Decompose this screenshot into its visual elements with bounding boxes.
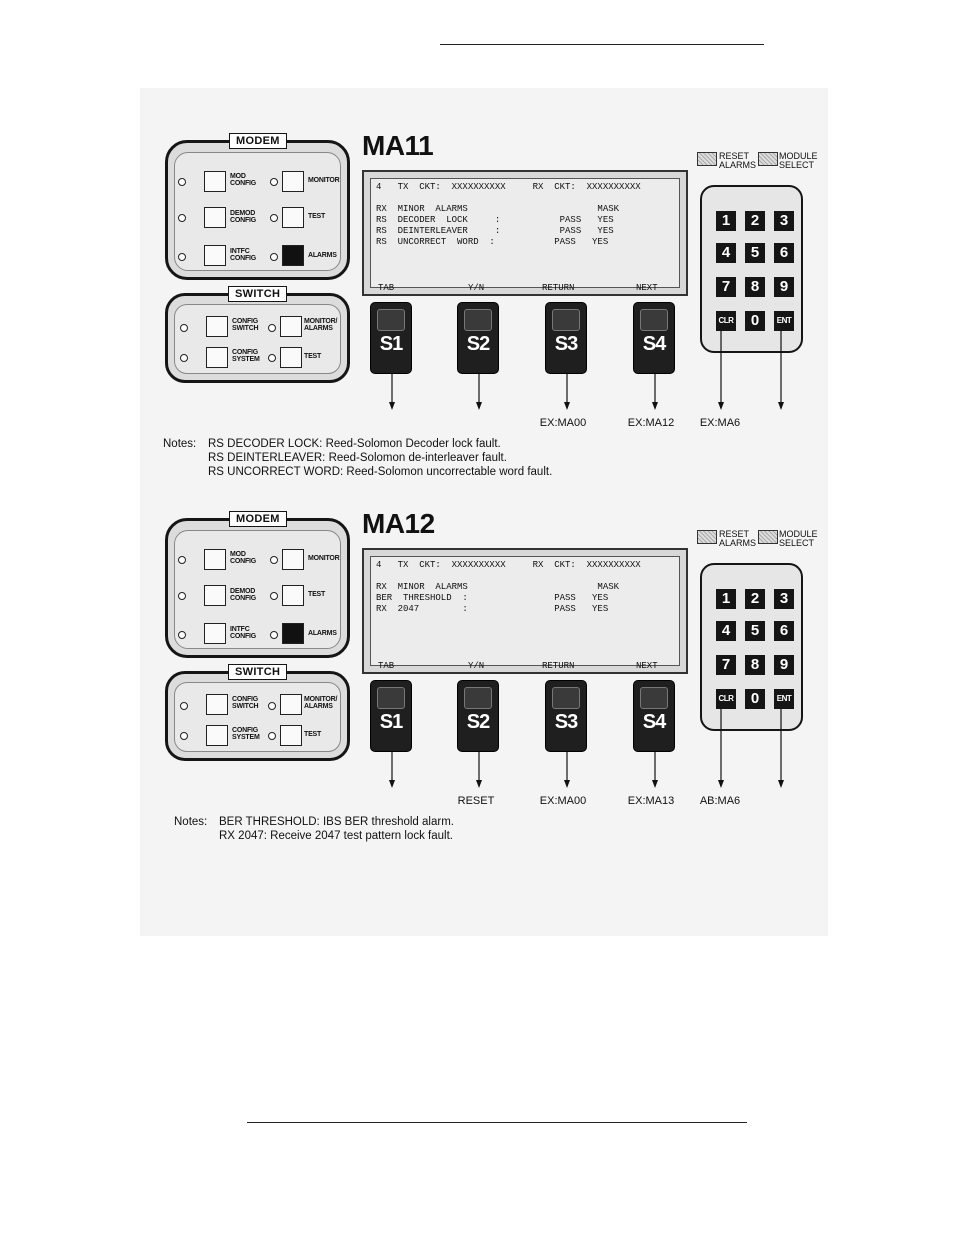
arrow-label: RESET: [457, 795, 495, 807]
arrow-head: [778, 780, 784, 788]
diagram-ma12: [0, 508, 954, 888]
arrow-head: [476, 780, 482, 788]
modem-button-label: MOD CONFIG: [230, 551, 257, 565]
arrow-head: [476, 402, 482, 410]
arrow-head: [778, 402, 784, 410]
keypad-key[interactable]: 4: [716, 621, 736, 641]
keypad-key[interactable]: CLR: [716, 311, 736, 331]
note-line: RS DECODER LOCK: Reed-Solomon Decoder lock fault.: [208, 438, 501, 450]
modem-button-label: MOD CONFIG: [230, 173, 257, 187]
keypad-key[interactable]: 2: [745, 211, 765, 231]
modem-button-label: DEMOD CONFIG: [230, 210, 257, 224]
softkey-label: RETURN: [542, 661, 575, 671]
softkey-name: S2: [466, 333, 490, 355]
modem-button-label: TEST: [308, 591, 326, 598]
modem-button-label: TEST: [308, 213, 326, 220]
softkey-label: Y/N: [468, 283, 485, 293]
arrow-label: EX:MA00: [539, 795, 587, 807]
footer-rule: [247, 1122, 747, 1123]
keypad-key[interactable]: 7: [716, 655, 736, 675]
note-line: RS DEINTERLEAVER: Reed-Solomon de-interleaver fault.: [208, 452, 507, 464]
softkey-label: NEXT: [636, 283, 658, 293]
softkey-name: S2: [466, 711, 490, 733]
notes-block: [174, 815, 794, 875]
modem-button-label: DEMOD CONFIG: [230, 588, 257, 602]
diagram-ma11: [0, 130, 954, 510]
notes-block: [163, 437, 783, 497]
arrow-label: EX:MA13: [627, 795, 675, 807]
arrow-head: [564, 402, 570, 410]
notes-heading: Notes:: [163, 438, 197, 450]
modem-button-label: MONITOR: [308, 555, 340, 562]
switch-button-label: CONFIG SWITCH: [232, 696, 259, 710]
notes-heading: Notes:: [174, 816, 208, 828]
arrow-head: [564, 780, 570, 788]
softkey-label: NEXT: [636, 661, 658, 671]
switch-button-label: CONFIG SWITCH: [232, 318, 259, 332]
note-line: RX 2047: Receive 2047 test pattern lock fault.: [219, 830, 453, 842]
keypad-key[interactable]: ENT: [774, 689, 794, 709]
keypad-key[interactable]: 8: [745, 277, 765, 297]
keypad-key[interactable]: CLR: [716, 689, 736, 709]
keypad-key[interactable]: 6: [774, 243, 794, 263]
softkey-name: S3: [554, 711, 578, 733]
modem-button-label: ALARMS: [308, 252, 337, 259]
keypad-key[interactable]: 7: [716, 277, 736, 297]
keypad-key[interactable]: 0: [745, 311, 765, 331]
modem-button-label: INTFC CONFIG: [230, 626, 257, 640]
modem-button-label: MONITOR: [308, 177, 340, 184]
switch-panel-title: SWITCH: [228, 664, 287, 680]
module-select-label: MODULE SELECT: [779, 151, 818, 170]
keypad-key[interactable]: 8: [745, 655, 765, 675]
keypad-key[interactable]: 3: [774, 589, 794, 609]
reset-alarms-label: RESET ALARMS: [719, 151, 757, 170]
softkey-name: S3: [554, 333, 578, 355]
keypad-key[interactable]: 9: [774, 277, 794, 297]
screen-title: MA11: [362, 130, 434, 161]
modem-button-label: ALARMS: [308, 630, 337, 637]
module-select-label: MODULE SELECT: [779, 529, 818, 548]
softkey-label: TAB: [378, 661, 395, 671]
note-line: BER THRESHOLD: IBS BER threshold alarm.: [219, 816, 454, 828]
keypad-key[interactable]: 4: [716, 243, 736, 263]
switch-button-label: TEST: [304, 731, 322, 738]
modem-button-label: INTFC CONFIG: [230, 248, 257, 262]
arrow-head: [718, 780, 724, 788]
modem-panel-title: MODEM: [229, 133, 287, 149]
keypad-key[interactable]: 6: [774, 621, 794, 641]
arrow-label: EX:MA12: [627, 417, 675, 429]
arrow-head: [718, 402, 724, 410]
arrow-head: [652, 780, 658, 788]
softkey-label: TAB: [378, 283, 395, 293]
keypad-key[interactable]: 5: [745, 621, 765, 641]
keypad-key[interactable]: 1: [716, 589, 736, 609]
softkey-label: Y/N: [468, 661, 485, 671]
keypad-key[interactable]: 5: [745, 243, 765, 263]
screen-title: MA12: [362, 508, 435, 539]
arrow-label: EX:MA00: [539, 417, 587, 429]
modem-panel-title: MODEM: [229, 511, 287, 527]
switch-button-label: TEST: [304, 353, 322, 360]
softkey-name: S4: [642, 333, 666, 355]
keypad-key[interactable]: 2: [745, 589, 765, 609]
arrow-head: [652, 402, 658, 410]
keypad-key[interactable]: 0: [745, 689, 765, 709]
switch-button-label: MONITOR/ ALARMS: [304, 318, 338, 332]
switch-panel-title: SWITCH: [228, 286, 287, 302]
keypad-key[interactable]: 1: [716, 211, 736, 231]
keypad-key[interactable]: ENT: [774, 311, 794, 331]
reset-alarms-label: RESET ALARMS: [719, 529, 757, 548]
keypad-key[interactable]: 9: [774, 655, 794, 675]
note-line: RS UNCORRECT WORD: Reed-Solomon uncorrectable word fault.: [208, 466, 553, 478]
softkey-name: S1: [379, 333, 403, 355]
arrow-label: EX:MA6: [699, 417, 741, 429]
softkey-name: S4: [642, 711, 666, 733]
arrow-head: [389, 780, 395, 788]
arrow-label: AB:MA6: [699, 795, 741, 807]
lcd-text: 4 TX CKT: XXXXXXXXXX RX CKT: XXXXXXXXXX RX MINOR ALARMS MASK BER THRESHOLD : PASS YES RX 2047 : PASS YES: [376, 560, 641, 614]
lcd-text: 4 TX CKT: XXXXXXXXXX RX CKT: XXXXXXXXXX RX MINOR ALARMS MASK RS DECODER LOCK : PASS YES RS DEINTERLEAVER : PASS YES RS UNCORRECT WORD : PASS YES: [376, 182, 641, 247]
header-rule: [440, 44, 764, 45]
arrow-head: [389, 402, 395, 410]
softkey-name: S1: [379, 711, 403, 733]
switch-button-label: CONFIG SYSTEM: [232, 349, 260, 363]
softkey-label: RETURN: [542, 283, 575, 293]
switch-button-label: CONFIG SYSTEM: [232, 727, 260, 741]
switch-button-label: MONITOR/ ALARMS: [304, 696, 338, 710]
keypad-key[interactable]: 3: [774, 211, 794, 231]
